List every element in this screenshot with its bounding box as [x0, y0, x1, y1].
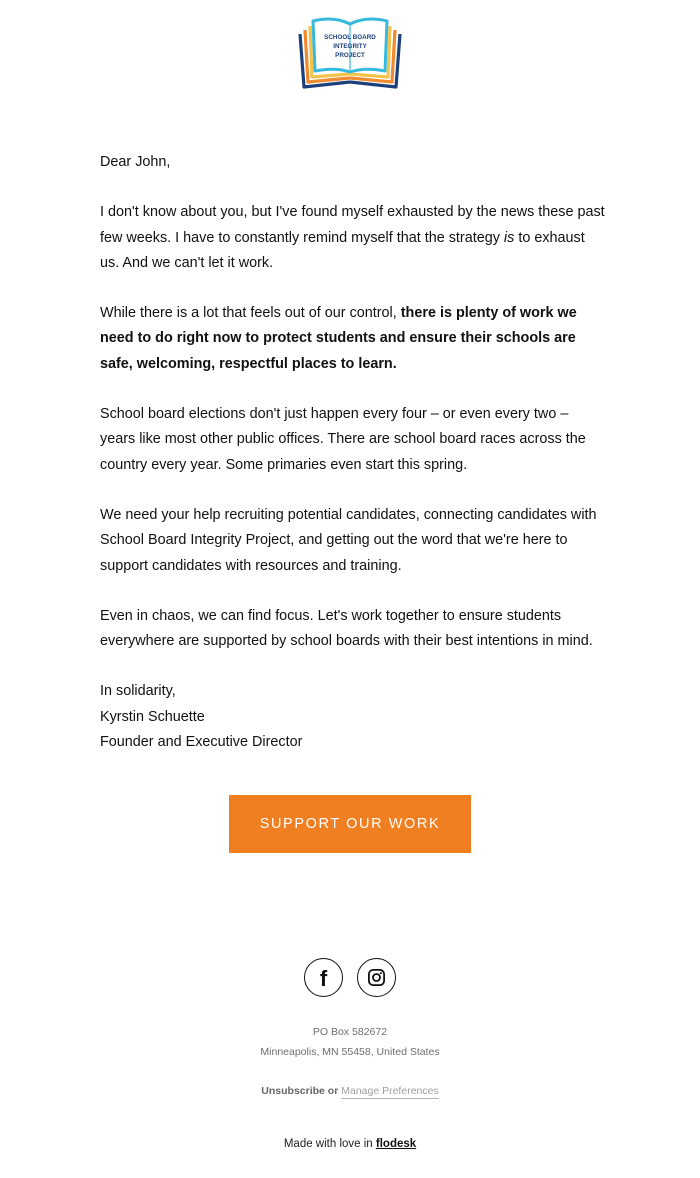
closing: In solidarity,: [100, 683, 176, 700]
footer-preferences: [0, 1083, 700, 1099]
paragraph-5: Even in chaos, we can find focus. Let's work together to ensure students everywhere are supported by school boards with their best intentions in mind.: [100, 607, 593, 650]
book-logo-icon: [298, 16, 402, 90]
paragraph-4: We need your help recruiting potential candidates, connecting candidates with School Board Integrity Project, and getting out the word that we're here to support candidates with resources and training.: [100, 506, 597, 574]
footer-address: [0, 1023, 700, 1062]
paragraph-1-end: to exhaust us. And we can't let it work.: [100, 229, 585, 271]
flodesk-link[interactable]: flodesk: [375, 1138, 417, 1150]
support-our-work-button[interactable]: SUPPORT OUR WORK: [229, 795, 471, 853]
unsubscribe-link[interactable]: Unsubscribe: [261, 1085, 325, 1097]
paragraph-1-start: I don't know about you, but I've found myself exhausted by the news these past few weeks. I have to constantly remind myself that the strategy: [100, 204, 605, 246]
facebook-link[interactable]: [304, 958, 343, 997]
paragraph-3: School board elections don't just happen every four – or even every two – years like most other public offices. There are school board races across the country every year. Some primaries even start this spring.: [100, 406, 586, 473]
greeting: Dear John,: [100, 154, 171, 170]
cta-container: [229, 795, 471, 853]
social-links: [304, 958, 396, 998]
address-line-1: PO Box 582672: [312, 1026, 388, 1038]
footer-made-with: [0, 1136, 700, 1152]
facebook-icon: f: [319, 965, 328, 991]
address-line-2: Minneapolis, MN 55458, United States: [260, 1045, 440, 1058]
logo-text-line2: INTEGRITY: [333, 43, 367, 50]
logo-text-line1: SCHOOL BOARD: [324, 34, 376, 41]
letter-body: [100, 150, 605, 755]
logo[interactable]: [298, 16, 402, 90]
instagram-icon: [367, 968, 386, 987]
signer-name: Kyrstin Schuette: [100, 708, 205, 725]
paragraph-1-emphasis: is: [503, 229, 515, 246]
paragraph-2-start: While there is a lot that feels out of our control,: [100, 305, 401, 322]
signer-title: Founder and Executive Director: [100, 734, 303, 751]
manage-preferences-link[interactable]: Manage Preferences: [341, 1085, 439, 1097]
made-with-text: Made with love in: [283, 1138, 376, 1150]
or-text: or: [324, 1085, 342, 1097]
instagram-link[interactable]: [357, 958, 396, 997]
paragraph-2: [100, 301, 605, 377]
paragraph-1: [100, 200, 605, 276]
logo-text-line3: PROJECT: [335, 52, 365, 59]
paragraph-2-bold: there is plenty of work we need to do right now to protect students and ensure their schools are safe, welcoming, respectful places to learn.: [100, 305, 577, 372]
